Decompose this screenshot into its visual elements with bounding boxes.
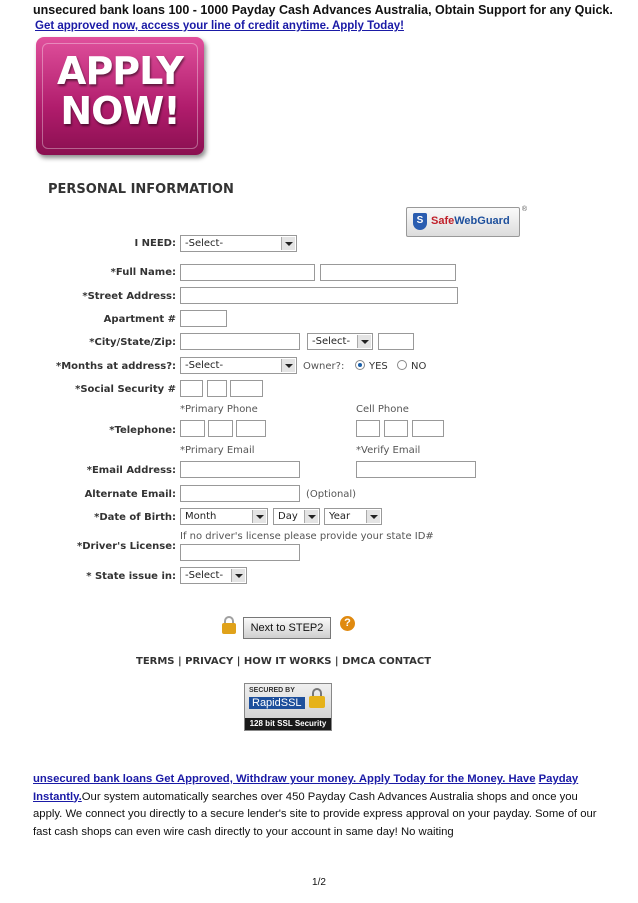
months-select[interactable] [180,357,297,374]
chevron-down-icon [281,359,295,372]
months-select-value: -Select- [185,360,224,371]
dob-year-select[interactable] [324,508,382,525]
state-select[interactable] [307,333,373,350]
dob-month-value: Month [185,511,217,522]
ssn-part3-input[interactable] [230,380,263,397]
alt-email-input[interactable] [180,485,300,502]
lock-icon [222,616,236,634]
badge-text-b: WebGuard [454,215,510,227]
months-label: *Months at address?: [56,361,176,372]
page-number: 1/2 [312,877,326,888]
chevron-down-icon [252,510,266,523]
section-title: PERSONAL INFORMATION [48,182,234,197]
padlock-icon [309,688,325,708]
body-link-1[interactable]: unsecured bank loans Get Approved, Withdraw your money. Apply Today for the Money. Have [33,773,536,785]
verify-email-hint: *Verify Email [356,445,421,456]
cell-area-input[interactable] [356,420,380,437]
lock-body [222,623,236,634]
phone-line-input[interactable] [236,420,266,437]
chevron-down-icon [357,335,371,348]
ssn-part2-input[interactable] [207,380,227,397]
dob-month-select[interactable] [180,508,268,525]
city-label: *City/State/Zip: [89,337,176,348]
phone-area-input[interactable] [180,420,205,437]
ssl-brand: RapidSSL [249,697,305,709]
rapidssl-badge [244,683,332,731]
owner-no-label: NO [411,361,427,372]
dob-label: *Date of Birth: [94,512,176,523]
chevron-down-icon [231,569,245,582]
next-step-button[interactable]: Next to STEP2 [243,617,331,639]
last-name-input[interactable] [320,264,456,281]
footer-links[interactable]: TERMS | PRIVACY | HOW IT WORKS | DMCA CONTACT [136,656,432,667]
body-paragraph [33,771,605,841]
owner-yes-radio[interactable] [355,360,365,370]
chevron-down-icon [281,237,295,250]
badge-text-a: Safe [431,215,455,227]
need-select[interactable] [180,235,297,252]
phone-prefix-input[interactable] [208,420,233,437]
owner-yes-label: YES [369,361,388,372]
banner-text [36,51,204,131]
ssl-secured-by: SECURED BY [249,687,295,694]
telephone-label: *Telephone: [109,425,176,436]
dob-day-value: Day [278,511,298,522]
zip-input[interactable] [378,333,414,350]
apply-now-banner[interactable] [36,37,204,155]
ssl-bits: 128 bit SSL Security [245,718,331,730]
dob-day-select[interactable] [273,508,320,525]
body-link-2[interactable]: Payday Instantly. [33,773,579,803]
email-label: *Email Address: [86,465,176,476]
street-input[interactable] [180,287,458,304]
apply-today-link[interactable]: Get approved now, access your line of credit anytime. Apply Today! [35,20,404,32]
verify-email-input[interactable] [356,461,476,478]
owner-no-radio[interactable] [397,360,407,370]
street-label: *Street Address: [82,291,176,302]
document-title: unsecured bank loans 100 - 1000 Payday Cash Advances Australia, Obtain Support for any Quick. [33,3,613,17]
state-select-value: -Select- [312,336,351,347]
chevron-down-icon [304,510,318,523]
license-input[interactable] [180,544,300,561]
banner-line-1: APPLY [57,49,183,93]
state-issue-label: * State issue in: [86,571,176,582]
badge-text [431,215,510,227]
help-icon[interactable]: ? [340,616,355,631]
body-text: Our system automatically searches over 450 Payday Cash Advances Australia shops and once you apply. We connect you directly to a secure lender's site to provide express approval on your payday. Some of our fast cash shops can even wire cash directly to your account in same day! No waiting [33,790,597,838]
ssn-part1-input[interactable] [180,380,203,397]
cell-prefix-input[interactable] [384,420,408,437]
full-name-label: *Full Name: [110,267,176,278]
dob-year-value: Year [329,511,351,522]
cell-line-input[interactable] [412,420,444,437]
registered-mark: ® [521,206,527,213]
optional-hint: (Optional) [306,489,357,500]
ssn-label: *Social Security # [75,384,176,395]
cell-phone-hint: Cell Phone [356,404,409,415]
apartment-label: Apartment # [103,314,176,325]
primary-phone-hint: *Primary Phone [180,404,258,415]
email-input[interactable] [180,461,300,478]
city-input[interactable] [180,333,300,350]
safewebguard-badge [406,206,527,237]
license-label: *Driver's License: [77,541,176,552]
alt-email-label: Alternate Email: [84,489,176,500]
first-name-input[interactable] [180,264,315,281]
license-note: If no driver's license please provide your state ID# [180,531,434,542]
chevron-down-icon [366,510,380,523]
banner-line-2: NOW! [60,89,180,133]
padlock-body [309,696,325,708]
primary-email-hint: *Primary Email [180,445,255,456]
state-issue-value: -Select- [185,570,224,581]
shield-icon: S [413,213,427,230]
need-label: I NEED: [134,238,176,249]
need-select-value: -Select- [185,238,224,249]
owner-label: Owner?: [303,361,345,372]
state-issue-select[interactable] [180,567,247,584]
apartment-input[interactable] [180,310,227,327]
